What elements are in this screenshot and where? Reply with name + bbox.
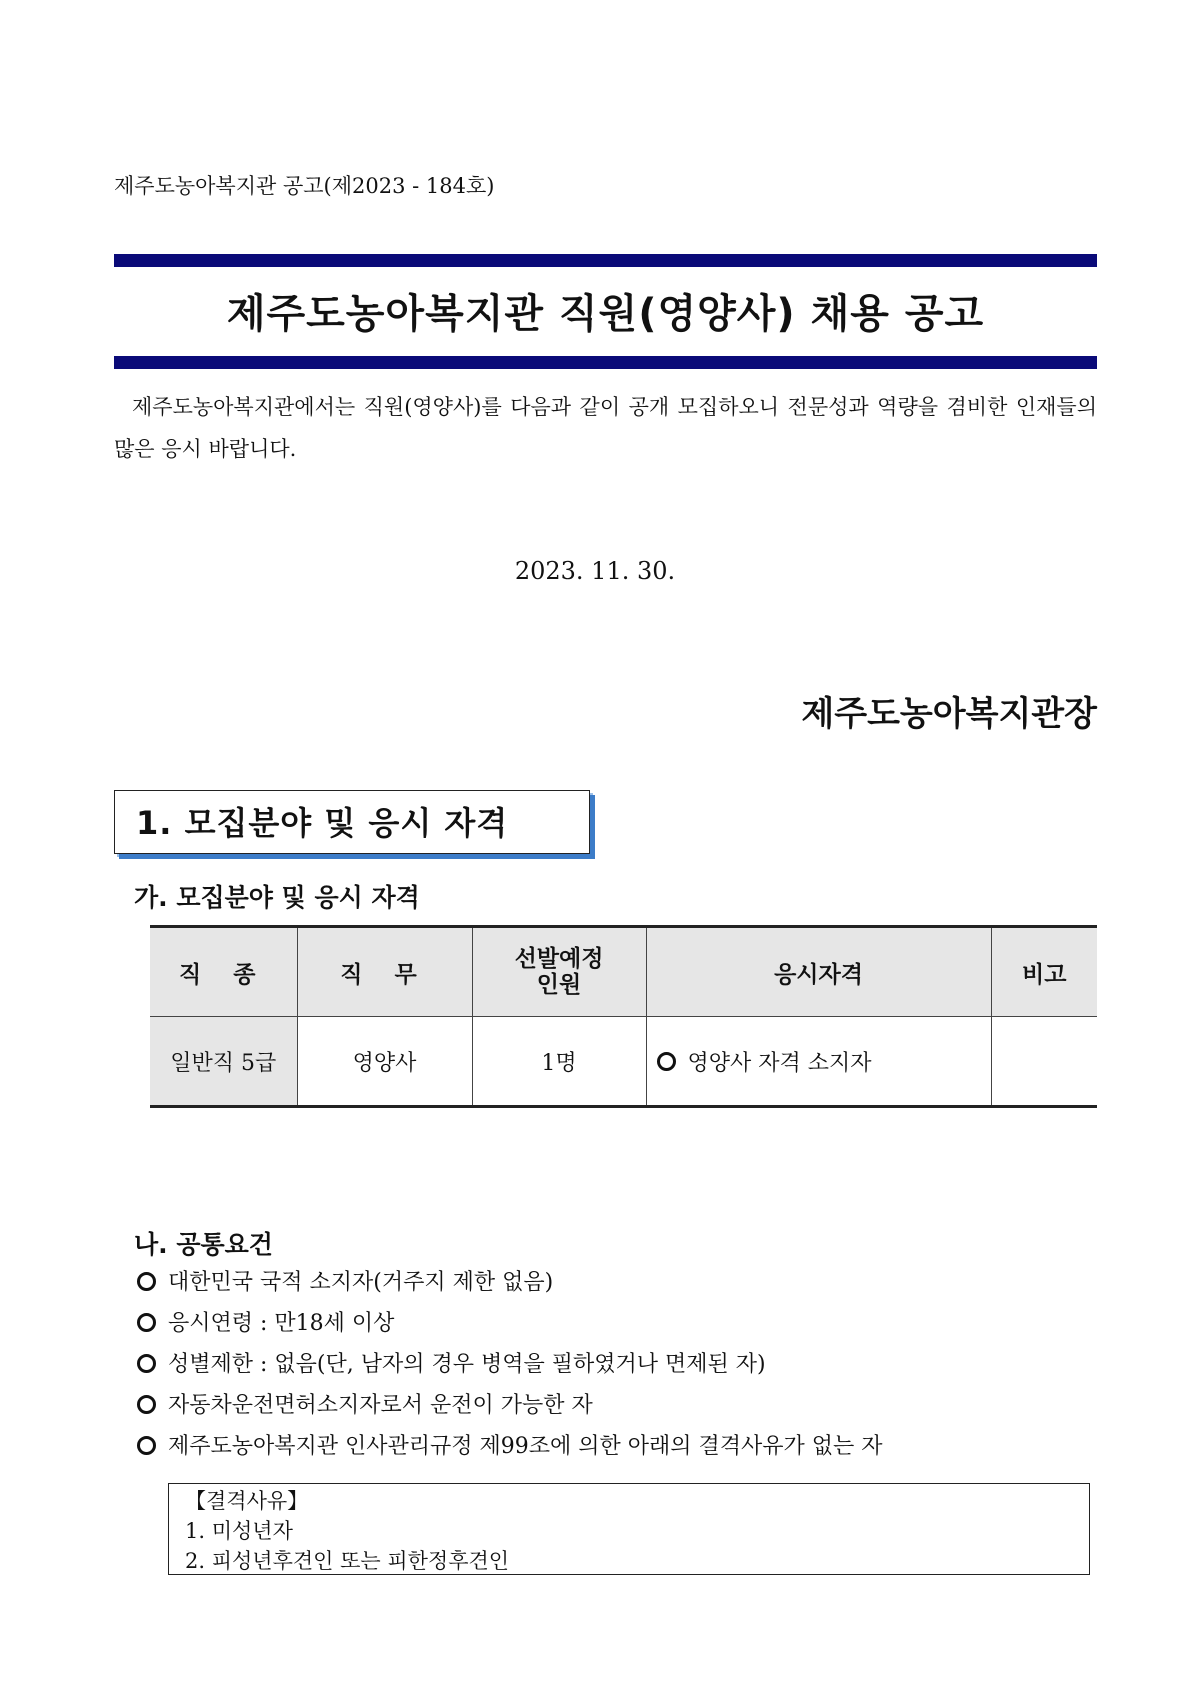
list-item: 1. 미성년자 [185,1519,293,1543]
list-item: 대한민국 국적 소지자(거주지 제한 없음) [137,1262,883,1303]
document-title: 제주도농아복지관 직원(영양사) 채용 공고 [226,291,985,337]
list-item: 자동차운전면허소지자로서 운전이 가능한 자 [137,1385,883,1426]
cell-category: 일반직 5급 [150,1017,297,1107]
disqualification-box [168,1483,1090,1575]
intro-paragraph: 제주도농아복지관에서는 직원(영양사)를 다음과 같이 공개 모집하오니 전문성과 역량을 겸비한 인재들의 많은 응시 바랍니다. [114,395,1097,461]
header-qualification: 응시자격 [646,927,991,1017]
recruitment-table [150,925,1097,1108]
hollow-circle-bullet-icon [137,1395,156,1414]
hollow-circle-bullet-icon [137,1272,156,1291]
title-rule-top [114,254,1097,267]
subsection-a-title: 가. 모집분야 및 응시 자격 [134,883,420,912]
hollow-circle-bullet-icon [137,1313,156,1332]
disqualification-heading: 【결격사유】 [185,1489,309,1513]
hollow-circle-bullet-icon [137,1436,156,1455]
table-header-row [150,927,1097,1017]
title-rule-bottom [114,356,1097,369]
hollow-circle-bullet-icon [137,1354,156,1373]
header-planned-count: 선발예정 인원 [472,927,646,1017]
list-item: 제주도농아복지관 인사관리규정 제99조에 의한 아래의 결격사유가 없는 자 [137,1426,883,1467]
cell-count: 1명 [472,1017,646,1107]
subsection-b-title: 나. 공통요건 [134,1230,273,1259]
list-item: 2. 피성년후견인 또는 피한정후견인 [185,1549,510,1573]
cell-duty: 영양사 [297,1017,472,1107]
organization-head: 제주도농아복지관장 [801,694,1097,734]
list-item: 응시연령 : 만18세 이상 [137,1303,883,1344]
requirements-list [137,1262,883,1467]
cell-qualification: 영양사 자격 소지자 [646,1017,991,1107]
header-duty: 직 무 [297,927,472,1017]
header-note: 비고 [991,927,1097,1017]
notice-date: 2023. 11. 30. [514,557,676,585]
notice-number: 제주도농아복지관 공고(제2023 - 184호) [114,174,495,198]
list-item: 성별제한 : 없음(단, 남자의 경우 병역을 필하였거나 면제된 자) [137,1344,883,1385]
cell-note [991,1017,1097,1107]
table-row [150,1017,1097,1107]
header-category: 직 종 [150,927,297,1017]
hollow-circle-bullet-icon [657,1052,676,1071]
section-1-title: 1. 모집분야 및 응시 자격 [136,804,509,842]
